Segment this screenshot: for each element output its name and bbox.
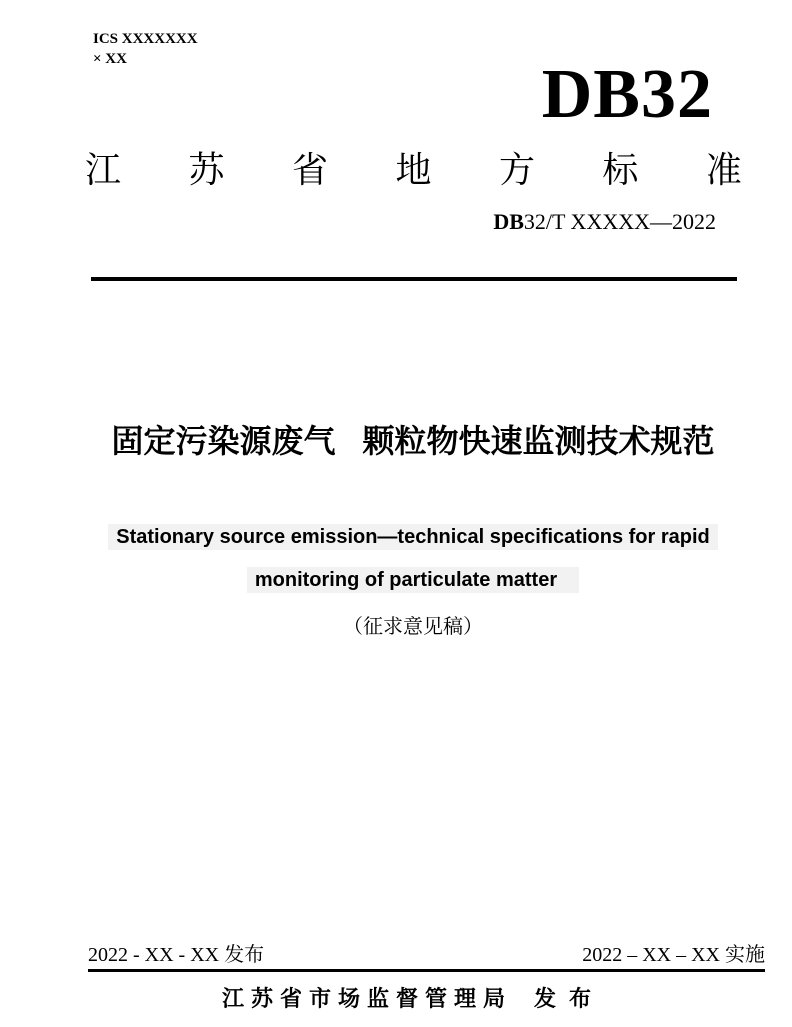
publisher-row bbox=[88, 984, 738, 1014]
chinese-title: 固定污染源废气 颗粒物快速监测技术规范 bbox=[111, 423, 715, 459]
standard-name-char: 准 bbox=[705, 150, 742, 190]
document-number-prefix: DB bbox=[493, 209, 524, 234]
publish-label: 发布 bbox=[534, 986, 605, 1011]
ics-code: ICS XXXXXXX bbox=[93, 31, 198, 47]
english-title-line2-wrap bbox=[88, 565, 738, 595]
publisher-name: 江苏省市场监督管理局 bbox=[221, 986, 512, 1011]
implement-date: 2022 – XX – XX 实施 bbox=[582, 944, 765, 966]
footer-rule bbox=[88, 969, 765, 972]
ics-class-code: × XX bbox=[93, 51, 127, 67]
document-number bbox=[493, 209, 716, 235]
ics-block bbox=[93, 29, 198, 69]
standard-name-char: 方 bbox=[498, 150, 535, 190]
header-rule bbox=[91, 277, 737, 281]
standard-name-row bbox=[85, 150, 742, 190]
issue-date: 2022 - XX - XX 发布 bbox=[88, 944, 265, 966]
english-title-line2: monitoring of particulate matter bbox=[247, 567, 579, 593]
standard-name-char: 江 bbox=[85, 150, 122, 190]
english-title-line1-wrap bbox=[88, 522, 738, 552]
standard-name-char: 省 bbox=[291, 150, 328, 190]
english-title-line1: Stationary source emission—technical specifications for rapid bbox=[108, 524, 718, 550]
draft-note: （征求意见稿） bbox=[343, 616, 483, 638]
dates-row bbox=[88, 942, 765, 968]
standard-name-char: 苏 bbox=[188, 150, 225, 190]
db32-logo: DB32 bbox=[541, 56, 713, 133]
standard-name-char: 地 bbox=[395, 150, 432, 190]
english-title bbox=[88, 522, 738, 595]
document-number-rest: 32/T XXXXX—2022 bbox=[523, 209, 716, 234]
standard-name-char: 标 bbox=[602, 150, 639, 190]
